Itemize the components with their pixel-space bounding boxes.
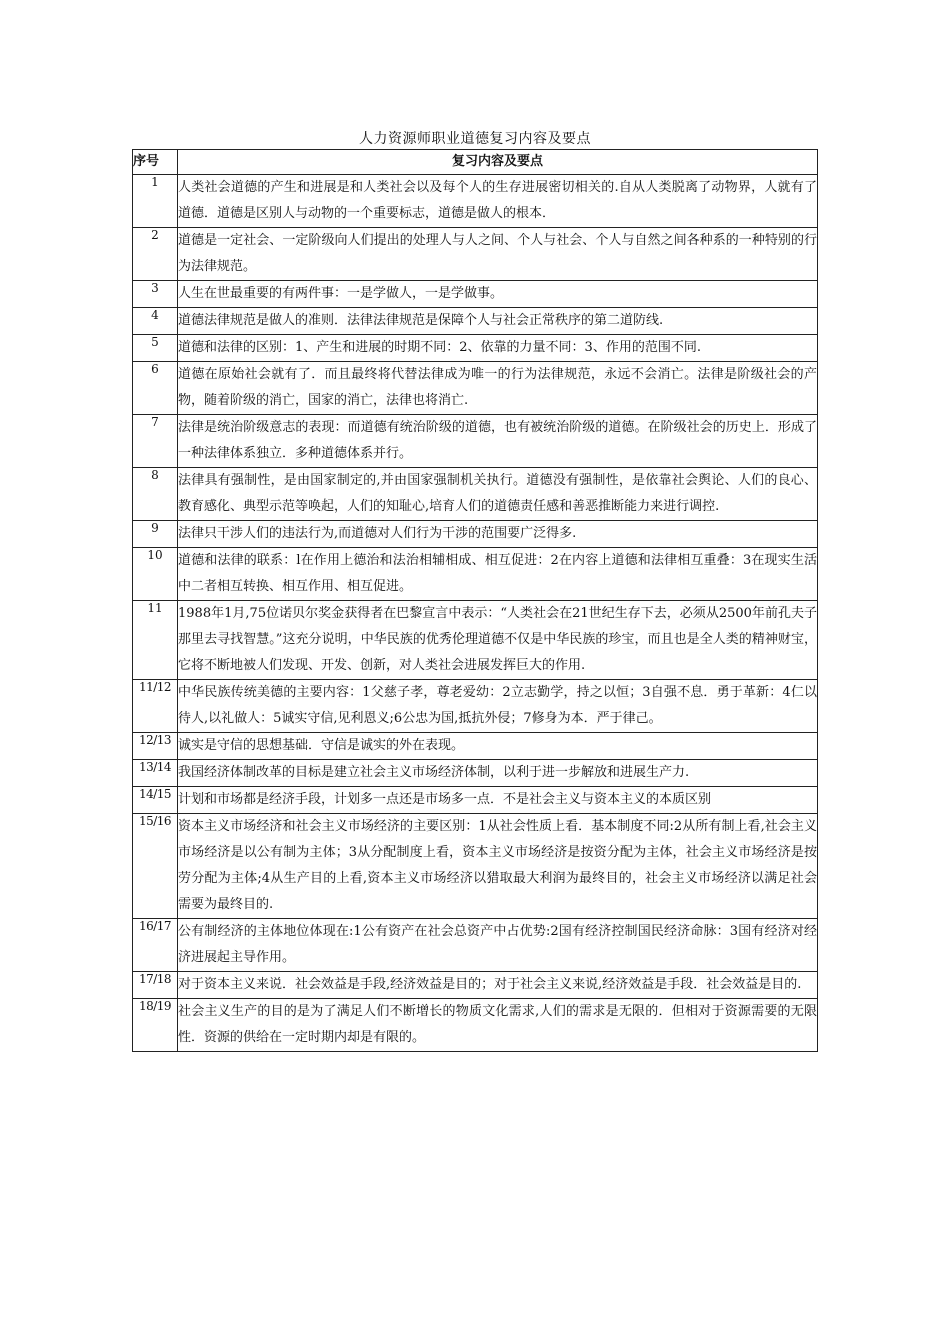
table-body (133, 175, 818, 1052)
row-content: 道德和法律的区别：1、产生和进展的时期不同：2、依靠的力量不同：3、作用的范围不同. (178, 335, 818, 362)
table-row (133, 228, 818, 281)
table-row (133, 814, 818, 919)
row-number: 13/14 (133, 760, 178, 787)
row-content: 人类社会道德的产生和进展是和人类社会以及每个人的生存进展密切相关的.自从人类脱离了动物界，人就有了道德．道德是区别人与动物的一个重要标志，道德是做人的根本． (178, 175, 818, 228)
table-row (133, 415, 818, 468)
table-row (133, 787, 818, 814)
row-content: 法律是统治阶级意志的表现：而道德有统治阶级的道德，也有被统治阶级的道德。在阶级社会的历史上．形成了一种法律体系独立．多种道德体系并行。 (178, 415, 818, 468)
row-content: 公有制经济的主体地位体现在:1公有资产在社会总资产中占优势:2国有经济控制国民经济命脉：3国有经济对经济进展起主导作用。 (178, 919, 818, 972)
row-content: 道德是一定社会、一定阶级向人们提出的处理人与人之间、个人与社会、个人与自然之间各种系的一种特别的行为法律规范。 (178, 228, 818, 281)
review-table (132, 149, 818, 1052)
table-row (133, 308, 818, 335)
row-content: 我国经济体制改革的目标是建立社会主义市场经济体制，以利于进一步解放和进展生产力. (178, 760, 818, 787)
row-number: 11/12 (133, 680, 178, 733)
row-number: 9 (133, 521, 178, 548)
table-row (133, 175, 818, 228)
table-row (133, 999, 818, 1052)
row-number: 1 (133, 175, 178, 228)
row-number: 3 (133, 281, 178, 308)
row-number: 14/15 (133, 787, 178, 814)
header-content: 复习内容及要点 (178, 150, 818, 175)
table-row (133, 760, 818, 787)
table-row (133, 680, 818, 733)
table-row (133, 548, 818, 601)
row-number: 17/18 (133, 972, 178, 999)
table-row (133, 972, 818, 999)
table-row (133, 335, 818, 362)
table-header-row (133, 150, 818, 175)
row-content: 社会主义生产的目的是为了满足人们不断增长的物质文化需求,人们的需求是无限的．但相对于资源需要的无限性．资源的供给在一定时期内却是有限的。 (178, 999, 818, 1052)
row-number: 4 (133, 308, 178, 335)
row-content: 道德在原始社会就有了．而且最终将代替法律成为唯一的行为法律规范，永远不会消亡。法律是阶级社会的产物，随着阶级的消亡，国家的消亡，法律也将消亡. (178, 362, 818, 415)
table-row (133, 521, 818, 548)
row-number: 5 (133, 335, 178, 362)
table-row (133, 362, 818, 415)
row-number: 12/13 (133, 733, 178, 760)
document-title: 人力资源师职业道德复习内容及要点 (359, 131, 591, 147)
row-content: 对于资本主义来说．社会效益是手段,经济效益是目的；对于社会主义来说,经济效益是手段．社会效益是目的. (178, 972, 818, 999)
table-row (133, 601, 818, 680)
row-number: 7 (133, 415, 178, 468)
row-number: 8 (133, 468, 178, 521)
row-number: 10 (133, 548, 178, 601)
table-row (133, 919, 818, 972)
row-number: 16/17 (133, 919, 178, 972)
table-row (133, 281, 818, 308)
row-content: 人生在世最重要的有两件事：一是学做人，一是学做事。 (178, 281, 818, 308)
row-number: 2 (133, 228, 178, 281)
table-row (133, 468, 818, 521)
row-content: 道德和法律的联系：l在作用上德治和法治相辅相成、相互促进：2在内容上道德和法律相互重叠：3在现实生活中二者相互转换、相互作用、相互促进。 (178, 548, 818, 601)
row-number: 18/19 (133, 999, 178, 1052)
row-number: 6 (133, 362, 178, 415)
row-content: 资本主义市场经济和社会主义市场经济的主要区别：1从社会性质上看．基本制度不同:2从所有制上看,社会主义市场经济是以公有制为主体；3从分配制度上看，资本主义市场经济是按资分配为主体，社会主义市场经济是按劳分配为主体;4从生产目的上看,资本主义市场经济以猎取最大利润为最终目的，社会主义市场经济以满足社会需要为最终目的. (178, 814, 818, 919)
row-content: 法律只干涉人们的违法行为,而道德对人们行为干涉的范围要广泛得多. (178, 521, 818, 548)
table-row (133, 733, 818, 760)
row-content: 道德法律规范是做人的准则．法律法律规范是保障个人与社会正常秩序的第二道防线. (178, 308, 818, 335)
row-content: 中华民族传统美德的主要内容：1父慈子孝，尊老爱幼：2立志勤学，持之以恒；3自强不息．勇于革新：4仁以待人,以礼做人：5诚实守信,见利恩义;6公忠为国,抵抗外侵；7修身为本．严于律己。 (178, 680, 818, 733)
row-number: 15/16 (133, 814, 178, 919)
row-number: 11 (133, 601, 178, 680)
row-content: 法律具有强制性，是由国家制定的,并由国家强制机关执行。道德没有强制性，是依靠社会舆论、人们的良心、教育感化、典型示范等唤起，人们的知耻心,培育人们的道德责任感和善恶推断能力来进行调控. (178, 468, 818, 521)
row-content: 诚实是守信的思想基础．守信是诚实的外在表现。 (178, 733, 818, 760)
header-number: 序号 (133, 150, 178, 175)
row-content: 计划和市场都是经济手段，计划多一点还是市场多一点．不是社会主义与资本主义的本质区别 (178, 787, 818, 814)
row-content: 1988年1月,75位诺贝尔奖金获得者在巴黎宣言中表示：“人类社会在21世纪生存下去，必须从2500年前孔夫子那里去寻找智慧。”这充分说明，中华民族的优秀伦理道德不仅是中华民族的珍宝，而且也是全人类的精神财宝，它将不断地被人们发现、开发、创新，对人类社会进展发挥巨大的作用. (178, 601, 818, 680)
